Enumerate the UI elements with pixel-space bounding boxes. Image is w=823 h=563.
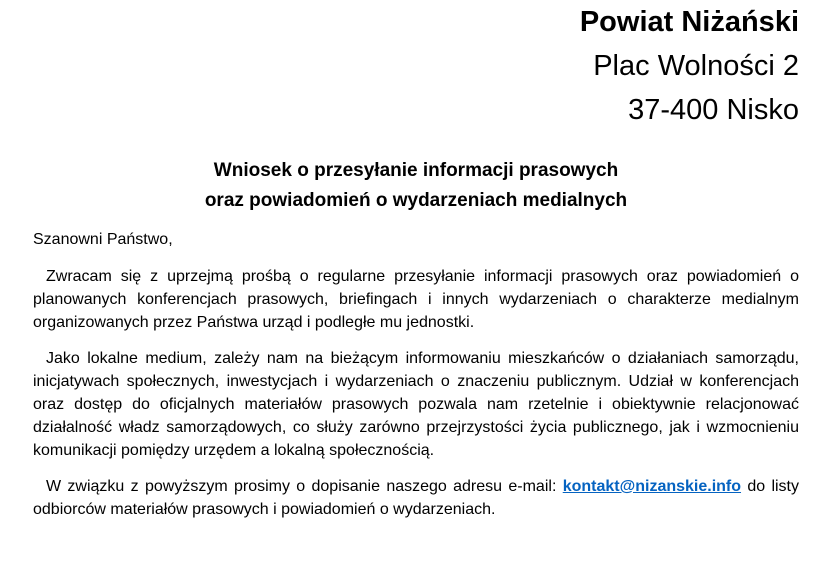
paragraph-3-trailing-text: do listy odbiorców materiałów prasowych i powiadomień o wydarzeniach. (33, 478, 800, 518)
recipient-street: Plac Wolności 2 (593, 50, 799, 82)
letter-paragraph-1: Zwracam się z uprzejmą prośbą o regularne przesyłanie informacji prasowych oraz powiadomień o planowanych konferencjach prasowych, briefingach i innych wydarzeniach o charakterze medialnym organizowanych przez Państwa urząd i podległe mu jednostki. (33, 268, 799, 331)
recipient-name: Powiat Niżański (579, 6, 799, 38)
recipient-address (580, 0, 799, 132)
document-title-line-1: Wniosek o przesyłanie informacji prasowych (213, 160, 619, 181)
letter-paragraph-2: Jako lokalne medium, zależy nam na bieżącym informowaniu mieszkańców o działaniach samorządu, inicjatywach społecznych, inwestycjach i wydarzeniach o znaczeniu publicznym. Udział w konferencjach oraz dostęp do oficjalnych materiałów prasowych pozwala nam rzetelnie i obiektywnie relacjonować działalność władz samorządowych, co służy zarówno przejrzystości życia publicznego, jak i wzmocnieniu komunikacji pomiędzy urzędem a lokalną społecznością. (33, 350, 799, 459)
document-title (0, 156, 823, 216)
document-title-line-2: oraz powiadomień o wydarzeniach medialnych (204, 190, 628, 211)
recipient-city: 37-400 Nisko (628, 94, 799, 126)
email-link[interactable]: kontakt@nizanskie.info (562, 478, 742, 495)
letter-paragraph-3 (33, 475, 799, 521)
letter-salutation: Szanowni Państwo, (33, 231, 173, 248)
letter-body (33, 228, 799, 534)
paragraph-3-lead-text: W związku z powyższym prosimy o dopisanie naszego adresu e-mail: (46, 478, 563, 495)
